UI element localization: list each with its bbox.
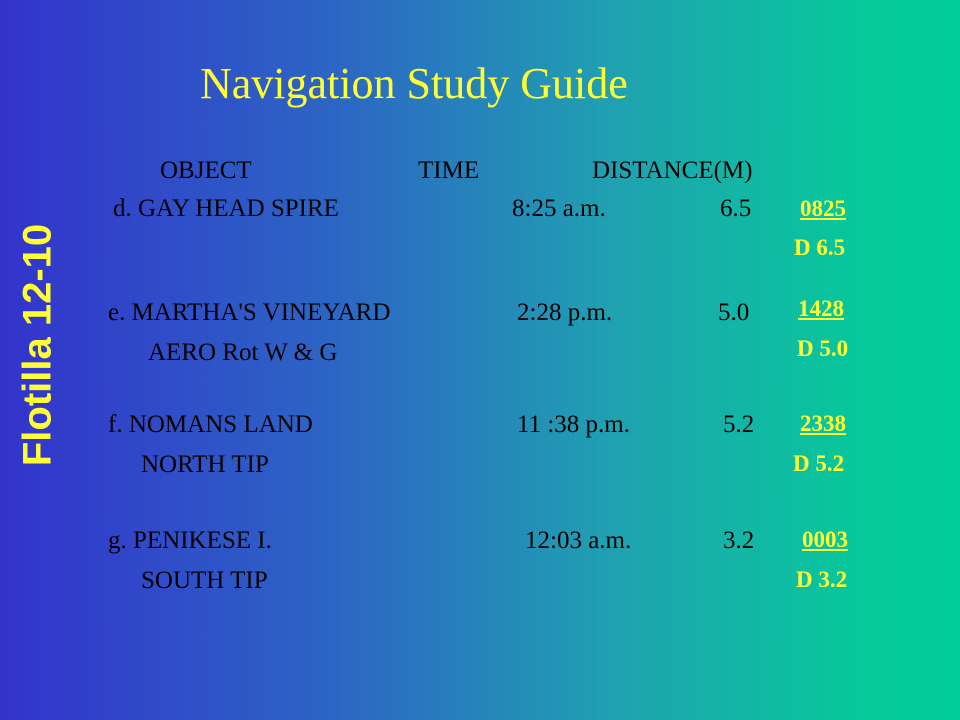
- row-d-answer-time: 0825: [800, 196, 846, 221]
- header-object: OBJECT: [160, 157, 252, 184]
- row-f-answer-distance: D 5.2: [793, 451, 845, 476]
- header-time: TIME: [418, 157, 480, 184]
- row-e-time: 2:28 p.m.: [517, 299, 613, 326]
- row-g-object: g. PENIKESE I.: [108, 527, 272, 554]
- row-f-answer-time: 2338: [800, 411, 846, 436]
- row-d-time: 8:25 a.m.: [512, 195, 606, 222]
- row-d-distance: 6.5: [720, 195, 752, 222]
- row-e-distance: 5.0: [718, 299, 750, 326]
- side-label: Flotilla 12-10: [15, 223, 60, 467]
- row-e-object-line2: AERO Rot W & G: [148, 339, 338, 366]
- row-f-object: f. NOMANS LAND: [108, 411, 313, 438]
- row-e-answer-time: 1428: [798, 296, 844, 321]
- row-g-answer-distance: D 3.2: [796, 567, 848, 592]
- row-e-object: e. MARTHA'S VINEYARD: [108, 299, 391, 326]
- row-g-answer-time: 0003: [802, 527, 848, 552]
- row-g-distance: 3.2: [723, 527, 755, 554]
- row-f-time: 11 :38 p.m.: [517, 411, 630, 438]
- row-d-object: d. GAY HEAD SPIRE: [113, 195, 339, 222]
- row-g-object-line2: SOUTH TIP: [141, 567, 268, 594]
- slide-title: Navigation Study Guide: [200, 59, 628, 108]
- row-f-object-line2: NORTH TIP: [141, 451, 269, 478]
- row-f-distance: 5.2: [723, 411, 755, 438]
- header-distance: DISTANCE(M): [592, 157, 753, 184]
- row-e-answer-distance: D 5.0: [797, 336, 849, 361]
- row-d-answer-distance: D 6.5: [794, 235, 846, 260]
- row-g-time: 12:03 a.m.: [525, 527, 632, 554]
